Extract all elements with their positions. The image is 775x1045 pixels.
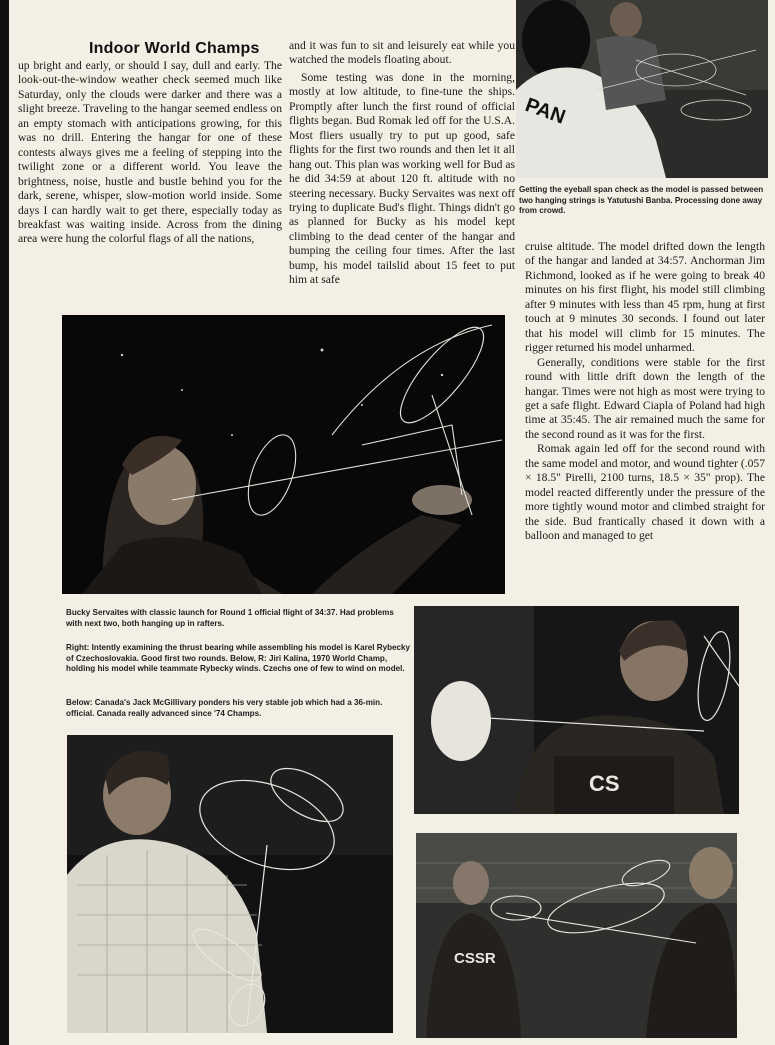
photo-kalina-rybecky-image [416, 833, 737, 1038]
column-3-paragraph-2: Generally, conditions were stable for the first round with little drift down the length of the hangar. Times were not high as most were trying to get a safe flight. Edward Ciapla of Poland had high time at 35:45. The air remained much the same for the second round as it was for the first. [525, 355, 765, 441]
article-column-3 [525, 240, 765, 544]
caption-bucky: Bucky Servaites with classic launch for Round 1 official flight of 34:37. Had problems with next two, both hanging up in rafters. [66, 608, 394, 628]
photo-kalina-rybecky [416, 833, 737, 1038]
photo-bucky-launch [62, 315, 505, 594]
caption-rybecky: Right: Intently examining the thrust bearing while assembling his model is Karel Rybecky of Czechoslovakia. Good first two rounds. Below, R: Jiri Kalina, 1970 World Champ, holding his model while teammate Rybecky winds. Czechs one of few to wind on model. [66, 643, 411, 674]
column-3-paragraph-1: cruise altitude. The model drifted down the length of the hangar and landed at 34:57. Anchorman Jim Richmond, looked as if he were going to break 40 minutes on his first flight, his model still climbing after 9 minutes with less than 45 rpm, hung at first touch at 9 minutes 30 seconds. I found out later that his model will climb for 15 minutes. The rigger returned his model unharmed. [525, 240, 765, 355]
photo-rybecky-image [414, 606, 739, 814]
photo-span-check [516, 0, 768, 178]
article-title: Indoor World Champs [89, 40, 260, 57]
photo-mcgillivary [67, 735, 393, 1033]
magazine-page [9, 0, 775, 1045]
jacket-lettering-cssr: CSSR [454, 950, 496, 967]
article-column-2 [289, 39, 515, 288]
caption-canada: Below: Canada's Jack McGillivary ponders his very stable job which had a 36-min. official. Canada really advanced since '74 Champs. [66, 698, 383, 718]
column-3-paragraph-3: Romak again led off for the second round with the same model and motor, and wound tighter (.057 × 18.5" Pirelli, 2100 turns, 18.5 × 35" prop). The model reacted differently under the pressure of the more tightly wound motor and climbed straight for the side. Bud frantically chased it down with a balloon and managed to get [525, 442, 765, 543]
photo-rybecky [414, 606, 739, 814]
column-2-paragraph-2: Some testing was done in the morning, mostly at low altitude, to fine-tune the ships. Promptly after lunch the first round of official flights began. Bud Romak led off for the U.S.A. Most fliers usually try to put up good, safe flights for the first two rounds and then let it all hang out. This plan was working well for Bud as he did 34:59 at about 120 ft. altitude with no steering necessary. Bucky Servaites was next off trying to duplicate Bud's flight. Things didn't go as planned for Bucky as his model kept climbing to the dead center of the hangar and bumping the ceiling four times. After the last bump, his model tailslid about 15 feet to put him at safe [289, 70, 515, 287]
jacket-lettering-pan: PAN [522, 94, 569, 129]
photo-span-check-image [516, 0, 768, 178]
photo-mcgillivary-image [67, 735, 393, 1033]
column-2-paragraph-1: and it was fun to sit and leisurely eat while you watched the models floating about. [289, 39, 515, 67]
jacket-lettering-cs: CS [589, 771, 620, 796]
caption-span-check: Getting the eyeball span check as the model is passed between two hanging strings is Yatutushi Banba. Processing done away from crowd. [519, 185, 764, 216]
article-column-1: up bright and early, or should I say, dull and early. The look-out-the-window weather check seemed much like Saturday, only the clouds were darker and there was a slight breeze. Traveling to the hangar seemed endless on an empty stomach with anticipations growing, for this was no drill. Entering the hangar for one of these contests always gives me a feeling of stepping into the twilight zone or a different world. You leave the brightness, noise, hustle and bustle behind you for the dark, serene, whisper, slow-motion world inside. Some days I can hardly wait to get there, especially today as breakfast was waiting inside. Across from the dining area were hung the colorful flags of all the nations, [18, 59, 282, 246]
photo-bucky-launch-image [62, 315, 505, 594]
